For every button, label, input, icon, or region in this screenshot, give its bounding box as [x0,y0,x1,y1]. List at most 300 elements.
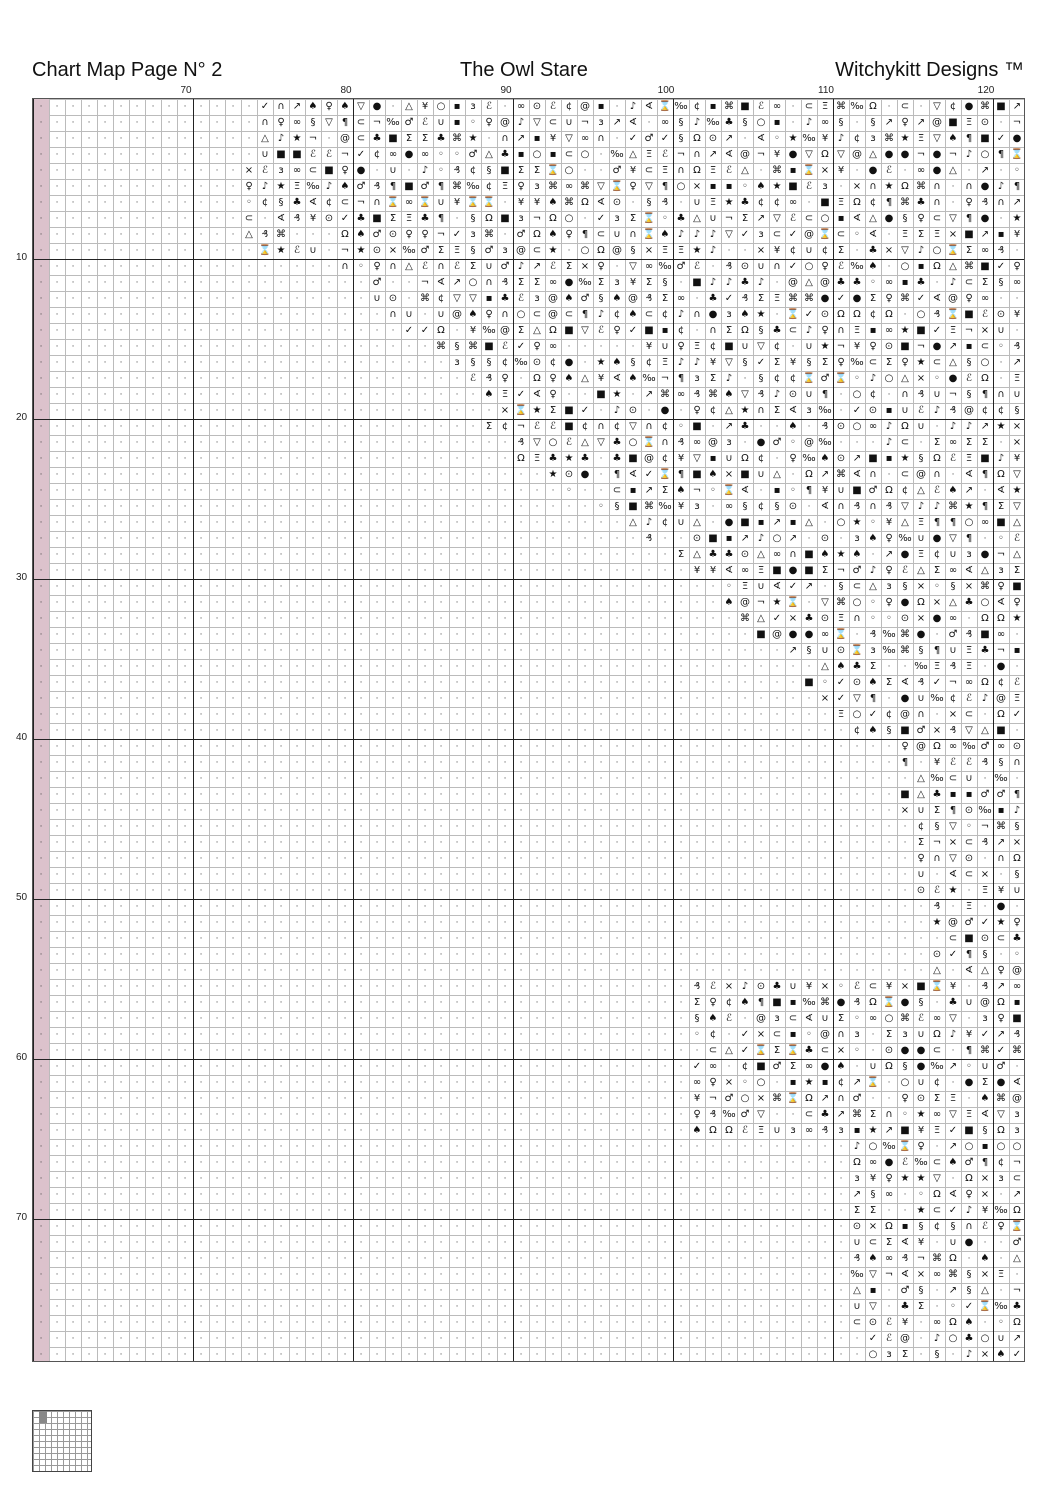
empty-cell: · [679,1190,683,1200]
empty-cell: · [343,1126,347,1136]
empty-cell: · [119,1062,123,1072]
stitch-symbol: ● [788,565,798,576]
empty-cell: · [1015,1062,1019,1072]
empty-cell: · [183,1222,187,1232]
stitch-symbol: × [980,1173,990,1184]
empty-cell: · [103,118,107,128]
stitch-symbol: ✓ [420,325,430,336]
empty-cell: · [727,1158,731,1168]
stitch-symbol: ✓ [948,1125,958,1136]
empty-cell: · [439,1014,443,1024]
empty-cell: · [311,1126,315,1136]
empty-cell: · [71,854,75,864]
stitch-symbol: ♀ [373,261,381,272]
empty-cell: · [55,438,59,448]
stitch-symbol: ∩ [837,501,845,512]
empty-cell: · [775,886,779,896]
empty-cell: · [311,1286,315,1296]
empty-cell: · [711,1174,715,1184]
empty-cell: · [983,774,987,784]
empty-cell: · [631,1030,635,1040]
stitch-symbol: △ [949,261,957,272]
empty-cell: · [215,198,219,208]
empty-cell: · [631,966,635,976]
empty-cell: · [471,1014,475,1024]
stitch-symbol: ▪ [453,117,461,128]
empty-cell: · [407,534,411,544]
stitch-symbol: × [500,405,510,416]
stitch-symbol: △ [245,229,253,240]
stitch-symbol: ▪ [533,133,541,144]
empty-cell: · [919,934,923,944]
stitch-symbol: ∪ [949,645,957,656]
stitch-symbol: @ [740,597,750,608]
empty-cell: · [439,406,443,416]
empty-cell: · [327,1094,331,1104]
empty-cell: · [279,294,283,304]
empty-cell: · [407,774,411,784]
empty-cell: · [183,678,187,688]
empty-cell: · [647,550,651,560]
empty-cell: · [823,1206,827,1216]
empty-cell: · [631,550,635,560]
stitch-symbol: × [964,581,974,592]
empty-cell: · [247,1190,251,1200]
empty-cell: · [567,1030,571,1040]
stitch-symbol: ¢ [853,725,861,736]
empty-cell: · [55,678,59,688]
empty-cell: · [423,774,427,784]
stitch-symbol: Σ [549,405,557,416]
stitch-symbol: ⊙ [852,677,862,688]
empty-cell: · [199,566,203,576]
stitch-symbol: ∪ [789,981,797,992]
stitch-symbol: ■ [980,133,990,144]
empty-cell: · [567,1318,571,1328]
stitch-symbol: ♣ [836,277,846,288]
stitch-symbol: ♪ [645,517,653,528]
stitch-symbol: ♀ [677,341,685,352]
empty-cell: · [295,518,299,528]
empty-cell: · [135,774,139,784]
empty-cell: · [311,902,315,912]
empty-cell: · [423,886,427,896]
empty-cell: · [599,342,603,352]
empty-cell: · [391,1142,395,1152]
stitch-symbol: ⊙ [820,309,830,320]
empty-cell: · [311,646,315,656]
empty-cell: · [615,630,619,640]
stitch-symbol: ∢ [276,213,286,224]
empty-cell: · [535,1222,539,1232]
stitch-symbol: × [916,613,926,624]
empty-cell: · [215,614,219,624]
empty-cell: · [375,726,379,736]
empty-cell: · [135,374,139,384]
stitch-symbol: △ [1013,517,1021,528]
empty-cell: · [343,934,347,944]
empty-cell: · [119,486,123,496]
empty-cell: · [199,726,203,736]
stitch-symbol: ⌘ [820,997,830,1008]
empty-cell: · [423,646,427,656]
empty-cell: · [167,998,171,1008]
stitch-symbol: ■ [964,309,974,320]
empty-cell: · [151,1174,155,1184]
empty-cell: · [615,1254,619,1264]
empty-cell: · [167,326,171,336]
empty-cell: · [551,822,555,832]
empty-cell: · [167,406,171,416]
empty-cell: · [455,1238,459,1248]
empty-cell: · [599,534,603,544]
stitch-symbol: × [756,245,766,256]
empty-cell: · [375,886,379,896]
empty-cell: · [263,630,267,640]
empty-cell: · [87,374,91,384]
empty-cell: · [103,1206,107,1216]
empty-cell: · [247,662,251,672]
stitch-symbol: ₰ [933,309,941,320]
empty-cell: · [519,966,523,976]
stitch-symbol: ¬ [836,565,846,576]
empty-cell: · [215,262,219,272]
empty-cell: · [775,758,779,768]
empty-cell: · [775,662,779,672]
empty-cell: · [887,390,891,400]
empty-cell: · [247,902,251,912]
empty-cell: · [215,598,219,608]
empty-cell: · [135,1238,139,1248]
empty-cell: · [215,1046,219,1056]
page-map-current-page [39,1411,47,1423]
empty-cell: · [263,1094,267,1104]
stitch-symbol: Ξ [757,565,765,576]
stitch-symbol: Σ [597,277,605,288]
stitch-symbol: ∢ [724,149,734,160]
stitch-symbol: ∞ [1012,981,1022,992]
empty-cell: · [455,390,459,400]
stitch-symbol: ◦ [694,1029,700,1040]
empty-cell: · [583,1302,587,1312]
stitch-symbol: @ [916,469,926,480]
empty-cell: · [727,1350,731,1360]
empty-cell: · [807,1174,811,1184]
empty-cell: · [215,1334,219,1344]
stitch-symbol: × [580,261,590,272]
empty-cell: · [503,1094,507,1104]
empty-cell: · [407,1206,411,1216]
empty-cell: · [807,886,811,896]
empty-cell: · [551,918,555,928]
empty-cell: · [615,1062,619,1072]
empty-cell: · [903,918,907,928]
empty-cell: · [455,1062,459,1072]
empty-cell: · [119,390,123,400]
stitch-symbol: ¢ [981,405,989,416]
empty-cell: · [183,438,187,448]
empty-cell: · [407,1318,411,1328]
empty-cell: · [759,790,763,800]
stitch-symbol: ♀ [693,405,701,416]
empty-cell: · [71,374,75,384]
empty-cell: · [151,678,155,688]
stitch-symbol: Σ [821,357,829,368]
empty-cell: · [311,982,315,992]
empty-cell: · [439,678,443,688]
empty-cell: · [167,1062,171,1072]
empty-cell: · [775,646,779,656]
empty-cell: · [1015,662,1019,672]
empty-cell: · [743,1206,747,1216]
stitch-symbol: Σ [997,501,1005,512]
empty-cell: · [551,1334,555,1344]
empty-cell: · [231,550,235,560]
empty-cell: · [247,134,251,144]
empty-cell: · [743,966,747,976]
stitch-symbol: ∩ [629,229,637,240]
empty-cell: · [759,1302,763,1312]
empty-cell: · [615,1030,619,1040]
stitch-symbol: △ [981,565,989,576]
stitch-symbol: ■ [692,469,702,480]
empty-cell: · [871,1030,875,1040]
empty-cell: · [327,422,331,432]
stitch-symbol: ¥ [1013,229,1021,240]
empty-cell: · [631,822,635,832]
stitch-symbol: ▽ [901,245,909,256]
stitch-symbol: ♪ [277,133,285,144]
empty-cell: · [807,422,811,432]
stitch-symbol: × [1012,437,1022,448]
empty-cell: · [231,1270,235,1280]
empty-cell: · [679,838,683,848]
stitch-symbol: ♪ [869,565,877,576]
empty-cell: · [407,710,411,720]
stitch-symbol: ✓ [660,133,670,144]
empty-cell: · [839,838,843,848]
empty-cell: · [55,102,59,112]
empty-cell: · [71,758,75,768]
empty-cell: · [599,806,603,816]
empty-cell: · [135,1334,139,1344]
empty-cell: · [519,1318,523,1328]
empty-cell: · [375,1350,379,1360]
stitch-symbol: Σ [853,1205,861,1216]
empty-cell: · [535,1110,539,1120]
stitch-symbol: ↗ [532,261,542,272]
stitch-symbol: ▽ [949,213,957,224]
empty-cell: · [519,838,523,848]
overlap-cell: · [39,326,43,336]
stitch-symbol: ♀ [517,181,525,192]
empty-cell: · [535,1270,539,1280]
empty-cell: · [471,966,475,976]
stitch-symbol: ▪ [885,453,893,464]
stitch-symbol: ⊂ [852,581,862,592]
stitch-symbol: Ξ [501,181,509,192]
empty-cell: · [375,374,379,384]
stitch-symbol: ⊂ [868,981,878,992]
stitch-symbol: § [966,357,972,368]
empty-cell: · [439,966,443,976]
empty-cell: · [327,1350,331,1360]
stitch-symbol: Σ [789,1061,797,1072]
empty-cell: · [839,790,843,800]
stitch-symbol: ∩ [933,853,941,864]
stitch-symbol: ℰ [693,261,701,272]
empty-cell: · [615,710,619,720]
empty-cell: · [439,790,443,800]
empty-cell: · [647,1206,651,1216]
empty-cell: · [503,582,507,592]
empty-cell: · [183,758,187,768]
empty-cell: · [695,1238,699,1248]
stitch-symbol: ¢ [869,389,877,400]
empty-cell: · [135,1014,139,1024]
empty-cell: · [327,694,331,704]
stitch-symbol: ★ [884,181,894,192]
empty-cell: · [743,758,747,768]
stitch-symbol: Ω [997,1125,1005,1136]
empty-cell: · [615,134,619,144]
empty-cell: · [119,726,123,736]
stitch-symbol: ♪ [933,405,941,416]
stitch-symbol: × [868,1221,878,1232]
empty-cell: · [855,246,859,256]
empty-cell: · [215,294,219,304]
empty-cell: · [487,1014,491,1024]
stitch-symbol: ♣ [740,421,750,432]
empty-cell: · [647,1350,651,1360]
stitch-symbol: ■ [756,1061,766,1072]
empty-cell: · [295,1062,299,1072]
empty-cell: · [327,1270,331,1280]
empty-cell: · [759,694,763,704]
stitch-symbol: ★ [804,1077,814,1088]
empty-cell: · [919,1350,923,1360]
empty-cell: · [791,886,795,896]
stitch-symbol: ¥ [469,325,477,336]
empty-cell: · [551,1222,555,1232]
empty-cell: · [71,1158,75,1168]
stitch-symbol: ◦ [678,421,684,432]
stitch-symbol: ♣ [612,453,622,464]
stitch-symbol: ¥ [421,101,429,112]
empty-cell: · [295,1318,299,1328]
empty-cell: · [471,1174,475,1184]
empty-cell: · [871,550,875,560]
empty-cell: · [759,1142,763,1152]
empty-cell: · [791,678,795,688]
empty-cell: · [535,1014,539,1024]
empty-cell: · [423,342,427,352]
empty-cell: · [503,998,507,1008]
column-number: 90 [500,85,512,96]
stitch-symbol: Ξ [949,325,957,336]
empty-cell: · [455,454,459,464]
stitch-symbol: △ [485,149,493,160]
empty-cell: · [743,1190,747,1200]
empty-cell: · [583,630,587,640]
empty-cell: · [247,326,251,336]
empty-cell: · [55,726,59,736]
empty-cell: · [759,726,763,736]
empty-cell: · [391,854,395,864]
empty-cell: · [471,950,475,960]
empty-cell: · [167,1046,171,1056]
empty-cell: · [391,454,395,464]
empty-cell: · [839,902,843,912]
empty-cell: · [135,886,139,896]
empty-cell: · [455,774,459,784]
stitch-symbol: ♪ [597,309,605,320]
empty-cell: · [567,1334,571,1344]
empty-cell: · [359,598,363,608]
stitch-symbol: ⊂ [1012,1173,1022,1184]
empty-cell: · [791,806,795,816]
empty-cell: · [183,646,187,656]
empty-cell: · [551,1094,555,1104]
stitch-symbol: ✓ [740,229,750,240]
stitch-symbol: ♪ [917,501,925,512]
empty-cell: · [407,726,411,736]
empty-cell: · [583,1190,587,1200]
empty-cell: · [599,678,603,688]
empty-cell: · [183,918,187,928]
empty-cell: · [263,950,267,960]
empty-cell: · [343,278,347,288]
empty-cell: · [375,502,379,512]
stitch-symbol: ∩ [917,709,925,720]
empty-cell: · [471,982,475,992]
stitch-symbol: ∪ [805,389,813,400]
empty-cell: · [55,774,59,784]
stitch-symbol: ▽ [965,725,973,736]
overlap-cell: · [39,1206,43,1216]
stitch-symbol: ∪ [741,341,749,352]
empty-cell: · [247,790,251,800]
stitch-symbol: ↗ [980,229,990,240]
empty-cell: · [791,742,795,752]
empty-cell: · [967,614,971,624]
stitch-symbol: ‰ [818,405,832,416]
stitch-symbol: § [870,117,876,128]
stitch-symbol: ■ [996,725,1006,736]
stitch-symbol: ▽ [325,117,333,128]
empty-cell: · [327,246,331,256]
empty-cell: · [663,1318,667,1328]
stitch-symbol: ¢ [501,421,509,432]
stitch-symbol: ∩ [773,261,781,272]
empty-cell: · [567,710,571,720]
empty-cell: · [87,582,91,592]
empty-cell: · [503,886,507,896]
empty-cell: · [231,758,235,768]
stitch-symbol: ♣ [1012,933,1022,944]
empty-cell: · [391,982,395,992]
empty-cell: · [311,534,315,544]
empty-cell: · [679,758,683,768]
stitch-symbol: ■ [868,453,878,464]
empty-cell: · [775,742,779,752]
overlap-cell: · [39,1334,43,1344]
stitch-symbol: ▪ [869,1285,877,1296]
empty-cell: · [295,678,299,688]
empty-cell: · [791,726,795,736]
empty-cell: · [679,662,683,672]
stitch-symbol: Ω [997,613,1005,624]
